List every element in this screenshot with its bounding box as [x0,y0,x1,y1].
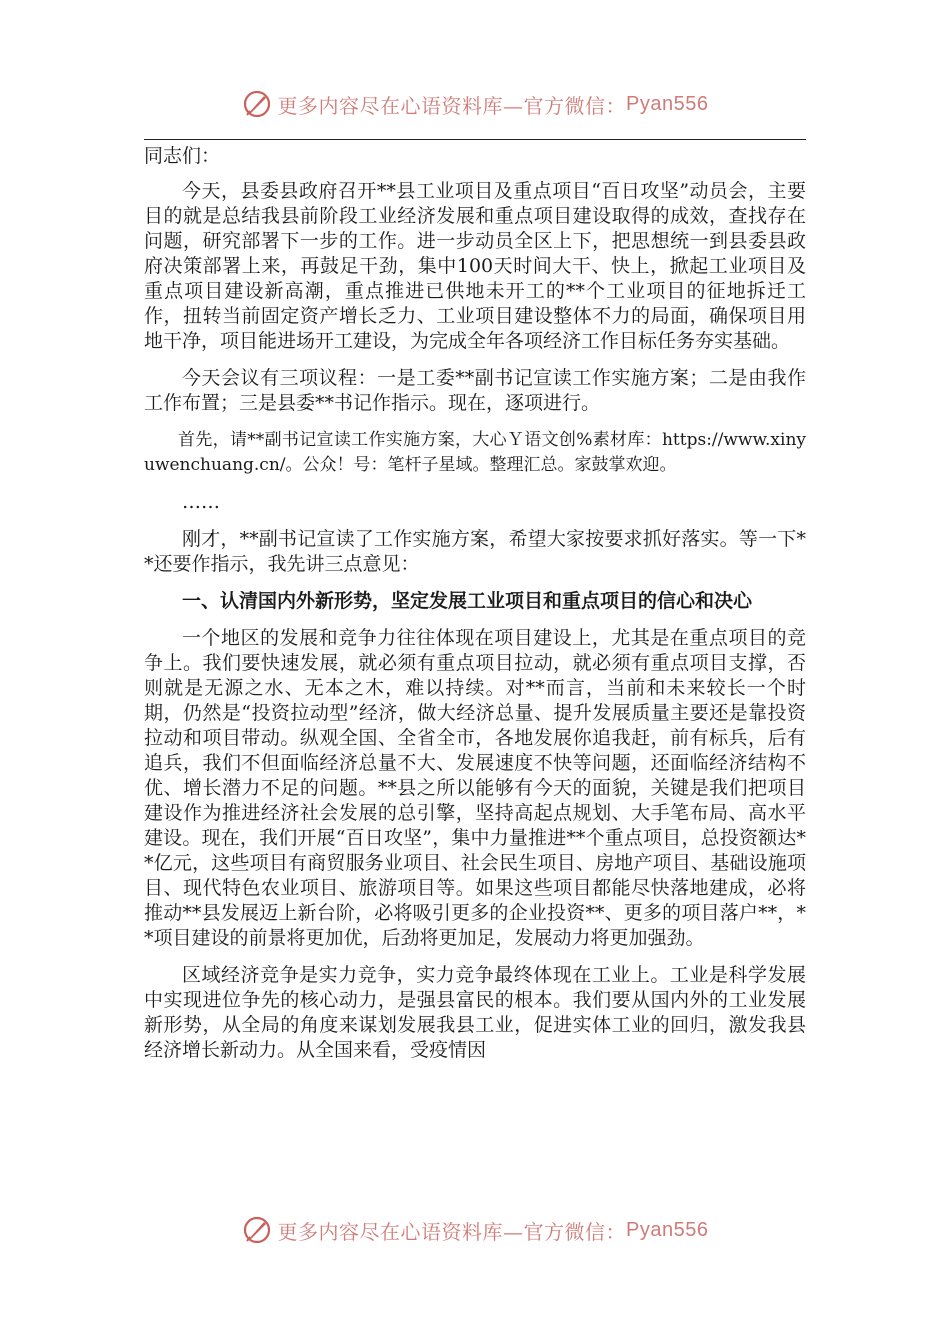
header-banner [0,84,950,124]
paragraph: 首先，请**副书记宣读工作实施方案，大心Ｙ语文创%素材库：https://www.xinyuwenchuang.cn/。公众！号：笔杆子星域。整理汇总。家鼓掌欢迎。 [144,430,806,475]
section-heading: 一、认清国内外新形势，坚定发展工业项目和重点项目的信心和决心 [182,590,753,612]
paragraph: 刚才，**副书记宣读了工作实施方案，希望大家按要求抓好落实。等一下**还要作指示，我先讲三点意见： [144,528,806,575]
header-divider [144,139,806,140]
document-body [144,144,806,1063]
footer-banner-text: 更多内容尽在心语资料库—官方微信： [277,1219,627,1244]
footer-wechat-id: Pyan556 [626,1218,709,1241]
paragraph: 一个地区的发展和竞争力往往体现在项目建设上，尤其是在重点项目的竞争上。我们要快速发展，就必须有重点项目拉动，就必须有重点项目支撑，否则就是无源之水、无本之木，难以持续。对**而言，当前和未来较长一个时期，仍然是“投资拉动型”经济，做大经济总量、提升发展质量主要还是靠投资拉动和项目带动。纵观全国、全省全市，各地发展你追我赶，前有标兵，后有追兵，我们不但面临经济总量不大、发展速度不快等问题，还面临经济结构不优、增长潜力不足的问题。**县之所以能够有今天的面貌，关键是我们把项目建设作为推进经济社会发展的总引擎，坚持高起点规划、大手笔布局、高水平建设。现在，我们开展“百日攻坚”，集中力量推进**个重点项目，总投资额达**亿元，这些项目有商贸服务业项目、社会民生项目、房地产项目、基础设施项目、现代特色农业项目、旅游项目等。如果这些项目都能尽快落地建成，必将推动**县发展迈上新台阶，必将吸引更多的企业投资**、更多的项目落户**，**项目建设的前景将更加优，后劲将更加足，发展动力将更加强劲。 [144,627,806,949]
greeting: 同志们： [144,145,221,167]
header-wechat-id: Pyan556 [626,92,709,115]
header-banner-text: 更多内容尽在心语资料库—官方微信： [277,93,627,118]
paragraph: 今天，县委县政府召开**县工业项目及重点项目“百日攻坚”动员会，主要目的就是总结我县前阶段工业经济发展和重点项目建设取得的成效，查找存在问题，研究部署下一步的工作。进一步动员全区上下，把思想统一到县委县政府决策部署上来，再鼓足干劲，集中100天时间大干、快上，掀起工业项目及重点项目建设新高潮，重点推进已供地未开工的**个工业项目的征地拆迁工作，扭转当前固定资产增长乏力、工业项目建设整体不力的局面，确保项目用地干净，项目能进场开工建设，为完成全年各项经济工作目标任务夯实基础。 [144,180,806,352]
paragraph: 区域经济竞争是实力竞争，实力竞争最终体现在工业上。工业是科学发展中实现进位争先的核心动力，是强县富民的根本。我们要从国内外的工业发展新形势，从全局的角度来谋划发展我县工业，促进实体工业的回归，激发我县经济增长新动力。从全国来看，受疫情因 [144,964,806,1061]
quill-logo-icon [242,89,272,119]
quill-logo-icon [242,1215,272,1245]
footer-banner [0,1210,950,1250]
paragraph: 今天会议有三项议程：一是工委**副书记宣读工作实施方案；二是由我作工作布置；三是县委**书记作指示。现在，逐项进行。 [144,367,806,414]
paragraph: …… [182,491,220,513]
